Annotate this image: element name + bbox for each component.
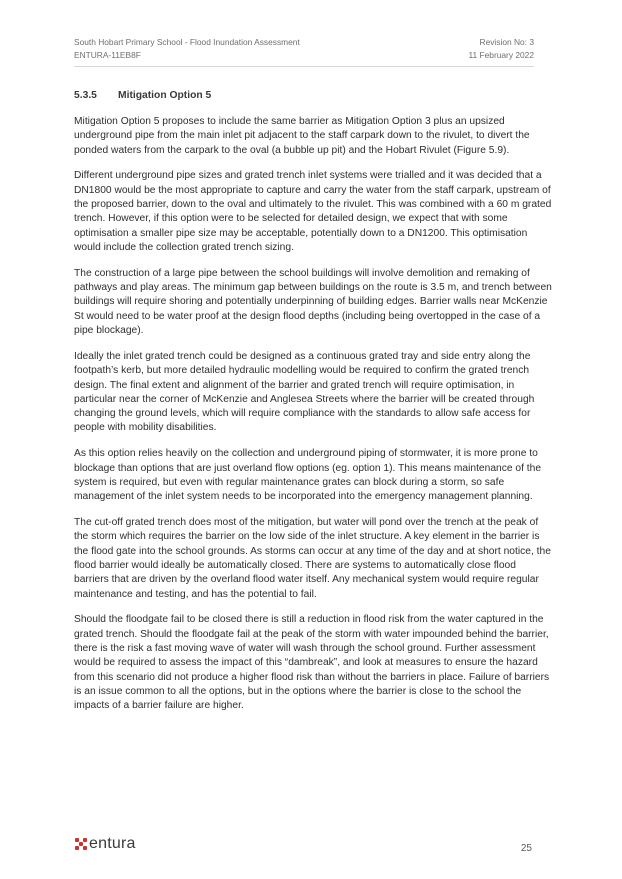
document-date: 11 February 2022 bbox=[468, 49, 534, 60]
header-divider bbox=[74, 66, 534, 67]
section-heading bbox=[74, 90, 211, 101]
paragraph: The cut-off grated trench does most of the mitigation, but water will pond over the trench at the peak of the storm which requires the barrier on the low side of the inlet structure. A key element in the barrier is the flood gate into the school grounds. As storms can occur at any time of the day and at short notice, the flood barrier would ideally be automatically closed. There are systems to automatically close flood barriers that are driven by the overland flood water itself. Any mechanical system would require regular maintenance and testing, and has the potential to fail. bbox=[74, 517, 551, 600]
paragraph: Ideally the inlet grated trench could be designed as a continuous grated tray and side entry along the footpath’s kerb, but more detailed hydraulic modelling would be required to confirm the grated trench design. The final extent and alignment of the barrier and grated trench will require optimisation, in particular near the corner of McKenzie and Anglesea Streets where the barrier will be created through changing the ground levels, which will require compliance with the standards to allow safe access for people with mobility disabilities. bbox=[74, 350, 535, 434]
body-text bbox=[74, 115, 552, 725]
header-right bbox=[469, 36, 535, 61]
entura-logo-mark-icon bbox=[75, 838, 87, 850]
paragraph: As this option relies heavily on the collection and underground piping of stormwater, it is more prone to blockage than options that are just overland flow options (eg. option 1). This means maintenance of the system is required, but even with regular maintenance grates can block during a storm, so safe management of the inlet system needs to be incorporated into the emergency management planning. bbox=[74, 448, 542, 503]
logo-text: entura bbox=[89, 835, 136, 852]
entura-logo bbox=[75, 836, 136, 852]
revision-number: Revision No: 3 bbox=[479, 37, 534, 47]
section-title: Mitigation Option 5 bbox=[118, 90, 212, 101]
paragraph: Mitigation Option 5 proposes to include the same barrier as Mitigation Option 3 plus an upsized underground pipe from the main inlet pit adjacent to the staff carpark down to the rivulet, to divert the ponded waters from the carpark to the oval (a bubble up pit) and the Hobart Rivulet (Figure 5.9). bbox=[74, 116, 530, 156]
paragraph: Different underground pipe sizes and grated trench inlet systems were trialled and it was decided that a DN1800 would be the most appropriate to capture and carry the water from the staff carpark, upstream of the proposed barrier, down to the oval and ultimately to the rivulet. This was combined with a 60 m grated trench. However, if this option were to be selected for detailed design, we expect that with some optimisation a smaller pipe size may be acceptable, potentially down to a DN1200. This optimisation would include the collection grated trench sizing. bbox=[74, 170, 552, 253]
header-left bbox=[74, 36, 300, 61]
document-title: South Hobart Primary School - Flood Inundation Assessment bbox=[74, 37, 300, 47]
document-id: ENTURA-11EB8F bbox=[74, 49, 141, 60]
page-number: 25 bbox=[520, 843, 532, 854]
section-number: 5.3.5 bbox=[74, 90, 97, 101]
paragraph: The construction of a large pipe between the school buildings will involve demolition and remaking of pathways and play areas. The minimum gap between buildings on the route is 3.5 m, and trench between buildings will require shoring and potentially underpinning of building edges. Barrier walls near McKenzie St would need to be water proof at the design flood depths (including being overtopped in the case of a pipe blockage). bbox=[74, 267, 552, 337]
paragraph: Should the floodgate fail to be closed there is still a reduction in flood risk from the water captured in the grated trench. Should the floodgate fail at the peak of the storm with water impounded behind the barrier, there is the risk a fast moving wave of water will wash through the school ground. Further assessment would be required to assess the impact of this “dambreak”, and look at measures to ensure the hazard from this scenario did not produce a higher flood risk than without the barriers in place. Failure of barriers is an issue common to all the options, but in the options where the barrier is close to the school the impacts of a barrier failure are higher. bbox=[74, 614, 550, 712]
